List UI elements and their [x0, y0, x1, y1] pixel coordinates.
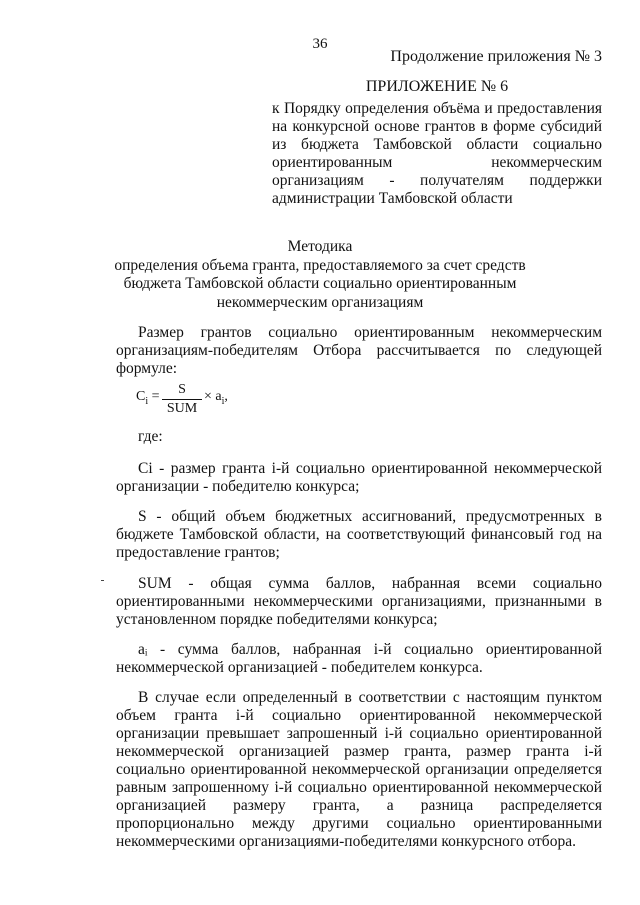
definition-ai: aᵢ - сумма баллов, набранная i-й социально ориентированной некоммерческой организацией - победителем конкурса. [116, 641, 602, 676]
appendix-title: ПРИЛОЖЕНИЕ № 6 [365, 78, 509, 95]
where-label: где: [138, 428, 163, 445]
formula-fraction [162, 382, 202, 417]
definition-s: S - общий объем бюджетных ассигнований, предусмотренных в бюджете Тамбовской области, на соответствующий финансовый год на предоставление грантов; [116, 508, 602, 561]
formula-lhs: $C_i$ = [136, 389, 160, 407]
definition-ci: Ci - размер гранта i-й социально ориентированной некоммерческой организации - победителю конкурса; [116, 460, 602, 495]
fraction-bar [162, 399, 202, 400]
formula-denominator: SUM [166, 401, 198, 416]
continuation-note: Продолжение приложения № 3 [390, 48, 602, 65]
document-heading [0, 238, 640, 312]
formula-rhs: × $a_i$, [204, 389, 228, 407]
scan-speck [101, 580, 104, 581]
appendix-reference: к Порядку определения объёма и предоставления на конкурсной основе грантов в форме субсидий из бюджета Тамбовской области социально ориентированным некоммерческим организациям - получателям поддержки администрации Тамбовской области [272, 100, 602, 207]
heading-line-3: некоммерческим организациям [216, 293, 424, 311]
heading-title: Методика [287, 238, 353, 255]
intro-paragraph: Размер грантов социально ориентированным некоммерческим организациям-победителям Отбора рассчитывается по следующей формуле: [116, 324, 602, 377]
heading-line-2: бюджета Тамбовской области социально ориентированным [123, 275, 517, 292]
heading-line-1: определения объема гранта, предоставляемого за счет средств [114, 256, 526, 274]
page-number: 36 [312, 36, 328, 52]
final-paragraph: В случае если определенный в соответствии с настоящим пунктом объем гранта i-й социально ориентированной некоммерческой организации превышает запрошенный i-й социально ориентированной некоммерческой организацией размер гранта, размер гранта i-й социально ориентированной некоммерческой организации определяется равным запрошенному i-й социально ориентированной некоммерческой организацией размеру гранта, а разница распределяется пропорционально между другими социально ориентированными некоммерческими организациями-победителями конкурсного отбора. [116, 689, 602, 850]
grant-formula [136, 378, 336, 438]
formula-numerator: S [178, 382, 186, 397]
definition-sum: SUM - общая сумма баллов, набранная всеми социально ориентированными некоммерческими организациями, признанными в установленном порядке победителями конкурса; [116, 575, 602, 628]
